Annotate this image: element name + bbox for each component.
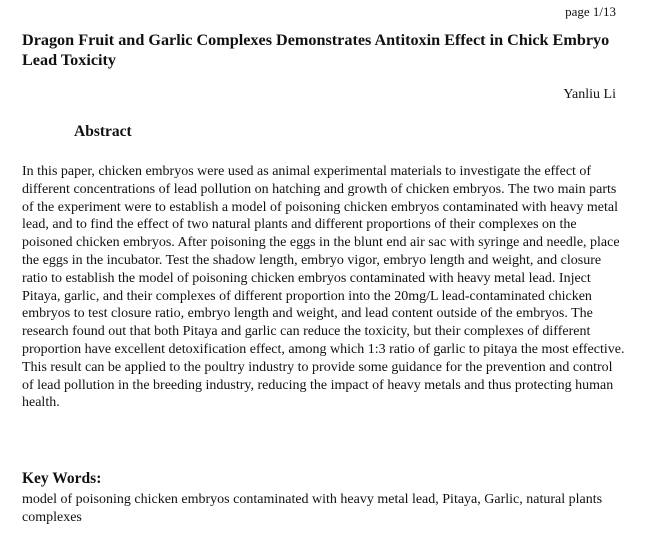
- keywords-text: model of poisoning chicken embryos contaminated with heavy metal lead, Pitaya, Garlic, natural plants complexes: [22, 492, 603, 525]
- abstract-heading: Abstract: [74, 123, 132, 140]
- author-name: Yanliu Li: [563, 87, 616, 102]
- paper-title: Dragon Fruit and Garlic Complexes Demonstrates Antitoxin Effect in Chick Embryo Lead Toxicity: [22, 31, 610, 69]
- keywords-heading: Key Words:: [22, 470, 102, 487]
- abstract-text: In this paper, chicken embryos were used as animal experimental materials to investigate the effect of different concentrations of lead pollution on hatching and growth of chicken embryos. The two main parts of the experiment were to establish a model of poisoning chicken embryos contaminated with heavy metal lead, and to find the effect of two natural plants and different proportions of their complexes on the poisoned chicken embryos. After poisoning the eggs in the blunt end air sac with syringe and needle, place the eggs in the incubator. Test the shadow length, embryo vigor, embryo length and weight, and closure ratio to establish the model of poisoning chicken embryos contaminated with heavy metal lead. Inject Pitaya, garlic, and their complexes of different proportion into the 20mg/L lead-contaminated chicken embryos to test closure ratio, embryo length and weight, and lead content outside of the embryos. The research found out that both Pitaya and garlic can reduce the toxicity, but their complexes of different proportion have excellent detoxification effect, among which 1:3 ratio of garlic to pitaya the most effective. This result can be applied to the poultry industry to provide some guidance for the prevention and control of lead pollution in the breeding industry, reducing the impact of heavy metals and thus protecting human health.: [22, 164, 625, 411]
- page-number: page 1/13: [565, 4, 616, 19]
